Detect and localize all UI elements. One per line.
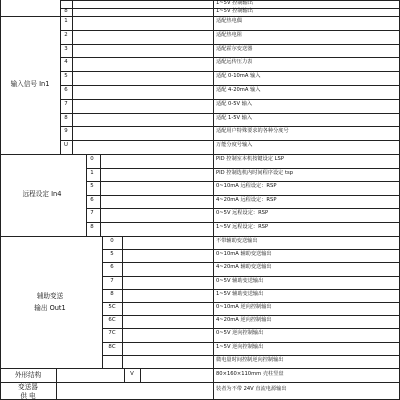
row-code: 0 — [110, 238, 114, 244]
row-desc: 0~5V 逆向控制输出 — [216, 330, 264, 337]
row-code: 9 — [64, 128, 68, 135]
transmitter-label-1: 变送器 — [18, 383, 38, 391]
row-divider — [60, 30, 400, 31]
row-desc: 适配 4-20mA 输入 — [216, 87, 261, 93]
row-desc: 不带辅助变送输出 — [216, 238, 258, 244]
row-desc: 适配远传压力表 — [216, 59, 253, 66]
row-divider — [60, 71, 400, 72]
shape-desc: 80×160×110mm 壳柱竖盘 — [216, 371, 284, 377]
row-code: U — [64, 142, 68, 149]
row-desc: 0~10mA 辅助变送输出 — [216, 251, 272, 258]
row-divider — [102, 262, 400, 263]
row-divider — [60, 44, 400, 45]
label-column-border — [56, 368, 57, 400]
row-code: 6 — [64, 87, 68, 93]
row-code: 5 — [110, 251, 114, 258]
transmitter-label-2: 供 电 — [20, 392, 36, 400]
row-divider — [86, 222, 400, 223]
row-code: 7 — [110, 277, 114, 284]
row-code: 7C — [108, 330, 116, 337]
row-code: 2 — [64, 31, 68, 38]
row-code: 8 — [64, 114, 68, 121]
top-desc: 1~5V 控制输出 — [216, 8, 253, 14]
row-divider — [60, 57, 400, 58]
row-desc: PID 控制选机内时间程序设定 tsp — [216, 169, 294, 176]
row-desc: 4~20mA 逆向控制输出 — [216, 317, 272, 324]
row-divider — [60, 99, 400, 100]
row-divider — [102, 302, 400, 303]
row-code: 6C — [108, 317, 116, 324]
row-code: 0 — [90, 156, 94, 162]
row-divider — [86, 195, 400, 196]
desc-column-border — [213, 0, 214, 400]
row-desc: PID 控制室本机按键设定 LSP — [216, 156, 284, 162]
row-code: 6 — [110, 264, 114, 271]
row-divider — [102, 342, 400, 343]
row-divider — [0, 382, 400, 383]
top-desc: 1~5V 控制输出 — [216, 0, 253, 6]
transmitter-desc: 装者为不带 24V 直流电源输出 — [216, 386, 287, 392]
row-divider — [86, 181, 400, 182]
row-code: 1 — [90, 169, 94, 176]
row-divider — [86, 208, 400, 209]
row-code: 5 — [90, 183, 94, 190]
section-divider — [0, 236, 400, 237]
row-code: 8C — [108, 343, 116, 350]
row-code: 7 — [90, 210, 94, 217]
shape-code: V — [130, 371, 134, 377]
row-code: 6 — [90, 196, 94, 203]
row-desc: 1~5V 远程设定：RSP — [216, 224, 269, 230]
row-desc: 适配 0-10mA 输入 — [216, 73, 261, 80]
row-divider — [60, 140, 400, 141]
row-desc: 适配 0-5V 输入 — [216, 100, 253, 107]
row-code: 7 — [64, 100, 68, 107]
row-desc: 0~5V 远程设定：RSP — [216, 210, 269, 217]
row-desc: 微电量时间控制逆向控制输出 — [216, 356, 284, 363]
section-divider — [0, 154, 400, 155]
row-desc: 4~20mA 辅助变送输出 — [216, 264, 272, 271]
row-divider — [60, 126, 400, 127]
row-code: 8 — [110, 290, 114, 297]
row-code: 4 — [64, 59, 68, 66]
row-divider — [102, 315, 400, 316]
row-divider — [102, 328, 400, 329]
input-signal-title: 输入信号 In1 — [10, 80, 50, 88]
row-desc: 0~10mA 逆向控制输出 — [216, 304, 272, 310]
code-column-border — [72, 0, 73, 154]
row-divider — [102, 276, 400, 277]
row-desc: 1~5V 辅助变送输出 — [216, 290, 264, 297]
row-desc: 0~5V 辅助变送输出 — [216, 277, 264, 284]
shape-label: 外形结构 — [14, 371, 42, 379]
row-code: 8 — [90, 224, 94, 230]
row-desc: 万能分度号输入 — [216, 142, 253, 149]
row-desc: 适配 1-5V 输入 — [216, 114, 253, 121]
row-divider — [60, 113, 400, 114]
remote-setting-title: 远程设定 In4 — [22, 190, 62, 198]
row-divider — [102, 249, 400, 250]
row-desc: 适配霍尔变送器 — [216, 45, 253, 52]
row-desc: 1~5V 逆向控制输出 — [216, 343, 264, 350]
row-divider — [102, 289, 400, 290]
code-column-border — [124, 368, 125, 382]
row-desc: 0~10mA 远程设定：RSP — [216, 183, 277, 190]
row-desc: 适配热电偶 — [216, 18, 242, 24]
row-code: 5 — [64, 73, 68, 80]
aux-output-title-2: 输出 Out1 — [34, 304, 66, 312]
row-code: 3 — [64, 45, 68, 52]
table-border-left — [0, 0, 1, 400]
row-code: 1 — [64, 18, 68, 24]
section-divider — [0, 368, 400, 369]
row-divider — [60, 85, 400, 86]
row-code: 5C — [108, 304, 116, 310]
aux-output-title-1: 辅助变送 — [36, 292, 64, 300]
code-column-border — [140, 368, 141, 382]
top-code: 8 — [64, 8, 68, 14]
row-desc: 适配热电阻 — [216, 31, 242, 38]
row-desc: 4~20mA 远程设定：RSP — [216, 196, 277, 203]
row-desc: 适配用户特殊要求的各种分度号 — [216, 128, 289, 135]
row-divider — [86, 168, 400, 169]
row-divider — [102, 355, 400, 356]
